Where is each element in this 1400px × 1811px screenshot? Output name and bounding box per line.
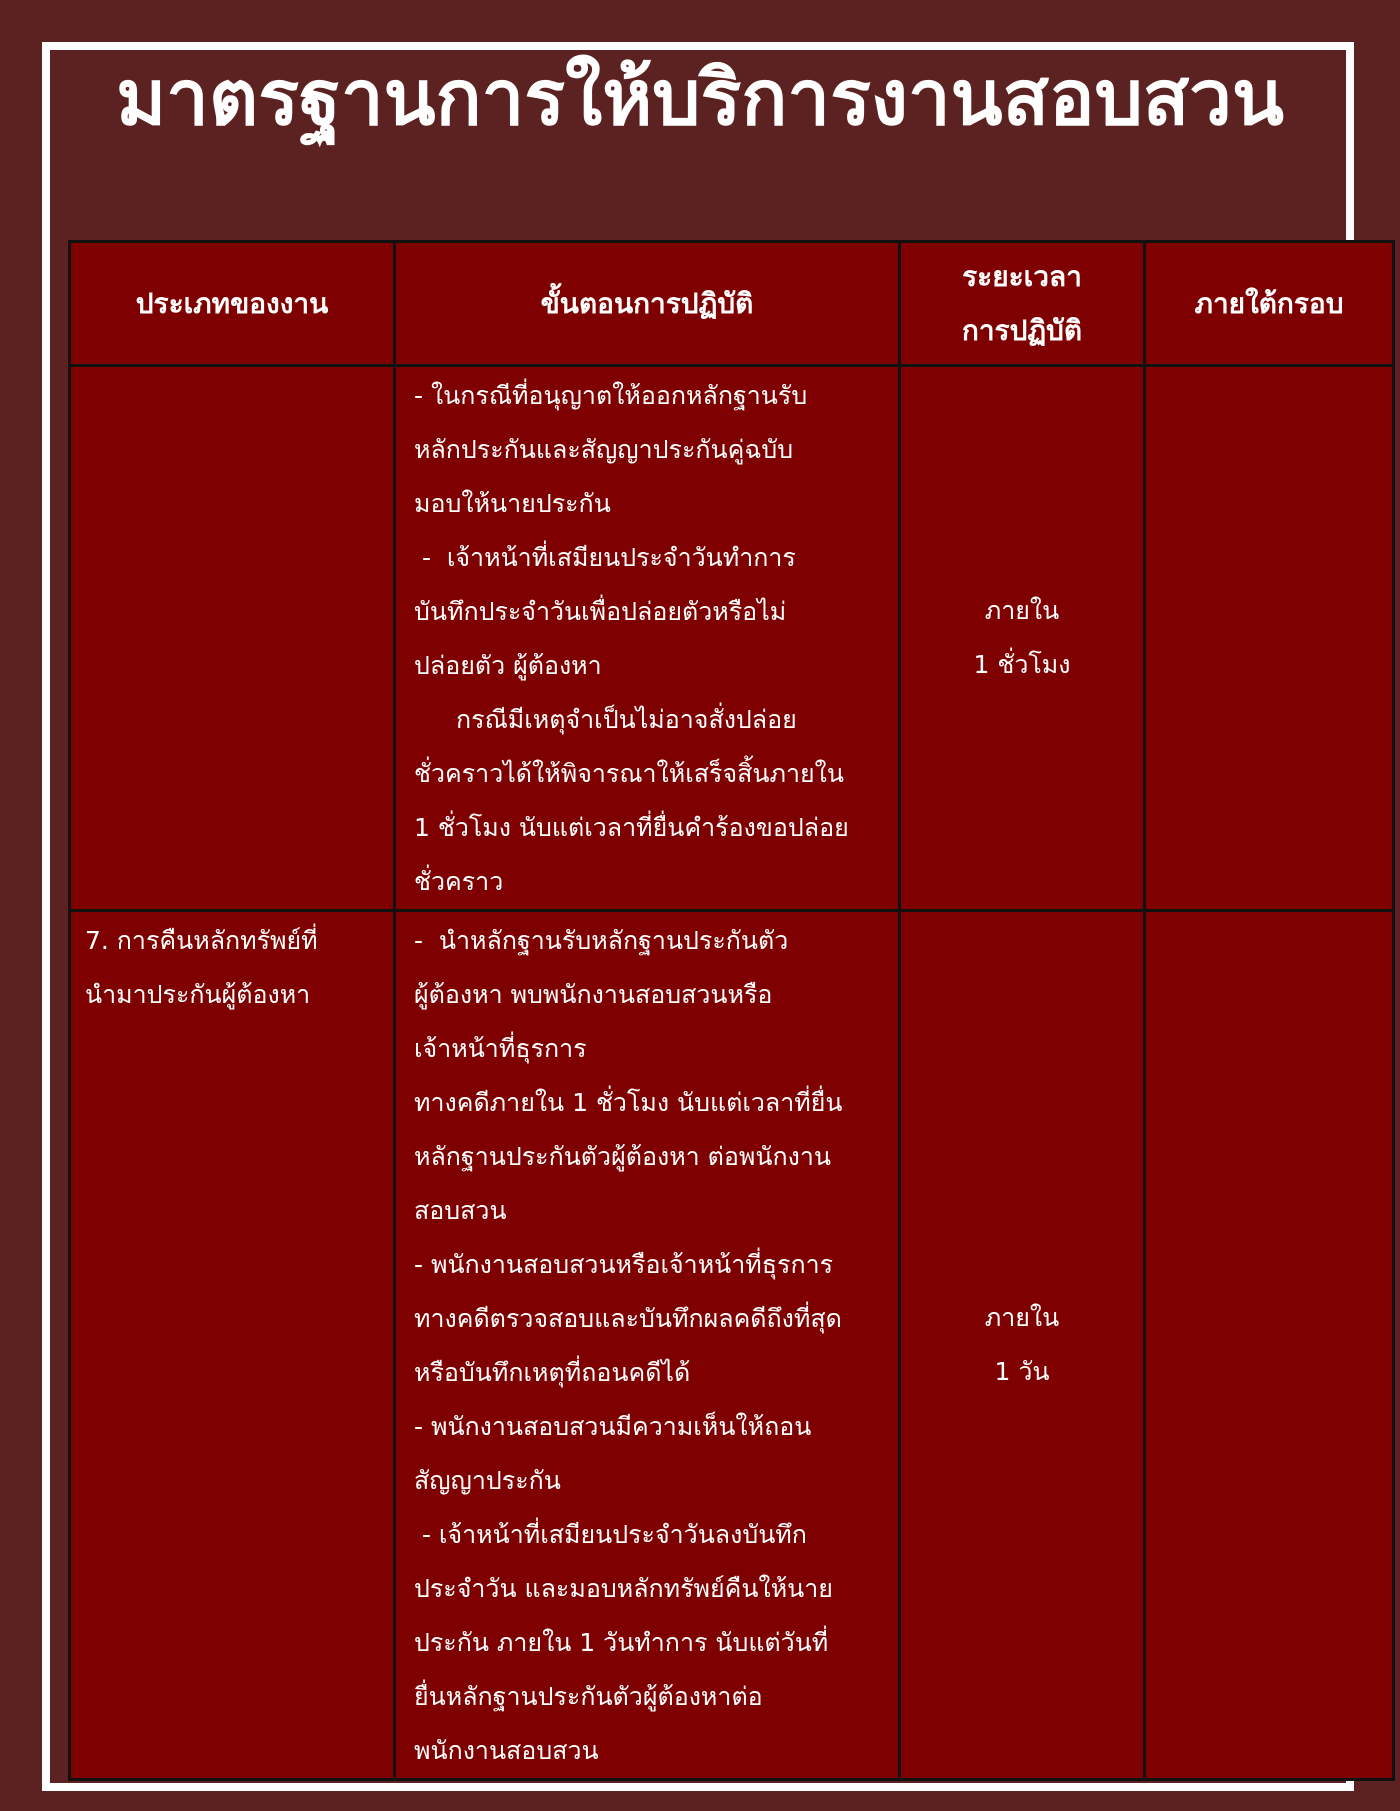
- procedure-line: ทางคดีภายใน 1 ชั่วโมง นับแต่เวลาที่ยื่น: [414, 1088, 843, 1117]
- procedure-cell: [395, 911, 900, 1780]
- table-header-row: [70, 242, 1394, 366]
- job-type-line1: 7. การคืนหลักทรัพย์ที่: [85, 926, 318, 955]
- procedure-line: พนักงานสอบสวน: [414, 1736, 599, 1765]
- header-duration: [900, 242, 1145, 366]
- procedure-line: มอบให้นายประกัน: [414, 489, 611, 518]
- framework-cell: [1145, 366, 1394, 911]
- header-duration-line2: การปฏิบัติ: [961, 313, 1083, 347]
- header-job-type: ประเภทของงาน: [70, 242, 395, 366]
- procedure-line: ทางคดีตรวจสอบและบันทึกผลคดีถึงที่สุด: [414, 1304, 842, 1333]
- procedure-line: ประกัน ภายใน 1 วันทำการ นับแต่วันที่: [414, 1628, 829, 1657]
- procedure-line: - นำหลักฐานรับหลักฐานประกันตัว: [414, 926, 789, 955]
- header-procedure: ขั้นตอนการปฏิบัติ: [395, 242, 900, 366]
- job-type-line2: นำมาประกันผู้ต้องหา: [85, 980, 311, 1009]
- duration-cell: [900, 911, 1145, 1780]
- procedure-line: สัญญาประกัน: [414, 1466, 561, 1495]
- procedure-cell: [395, 366, 900, 911]
- procedure-line: ชั่วคราวได้ให้พิจารณาให้เสร็จสิ้นภายใน: [414, 759, 844, 788]
- procedure-line: เจ้าหน้าที่ธุรการ: [414, 1034, 587, 1063]
- procedure-line: - พนักงานสอบสวนหรือเจ้าหน้าที่ธุรการ: [414, 1250, 834, 1279]
- procedure-line: - เจ้าหน้าที่เสมียนประจำวันทำการ: [414, 543, 796, 572]
- duration-cell: [900, 366, 1145, 911]
- duration-line2: 1 วัน: [994, 1357, 1050, 1386]
- procedure-line: บันทึกประจำวันเพื่อปล่อยตัวหรือไม่: [414, 597, 787, 626]
- duration-line2: 1 ชั่วโมง: [973, 650, 1071, 679]
- service-standard-table: [68, 240, 1395, 1781]
- procedure-line: หรือบันทึกเหตุที่ถอนคดีได้: [414, 1358, 691, 1387]
- procedure-line: - เจ้าหน้าที่เสมียนประจำวันลงบันทึก: [414, 1520, 807, 1549]
- procedure-line: ประจำวัน และมอบหลักทรัพย์คืนให้นาย: [414, 1574, 833, 1603]
- procedure-line: สอบสวน: [414, 1196, 507, 1225]
- procedure-line: ผู้ต้องหา พบพนักงานสอบสวนหรือ: [414, 980, 773, 1009]
- framework-cell: [1145, 911, 1394, 1780]
- procedure-line: - พนักงานสอบสวนมีความเห็นให้ถอน: [414, 1412, 812, 1441]
- procedure-line: ยื่นหลักฐานประกันตัวผู้ต้องหาต่อ: [414, 1682, 763, 1711]
- table-row: [70, 911, 1394, 1780]
- procedure-line: กรณีมีเหตุจำเป็นไม่อาจสั่งปล่อย: [456, 705, 797, 734]
- duration-line1: ภายใน: [984, 1303, 1060, 1332]
- procedure-line: ชั่วคราว: [414, 867, 504, 896]
- procedure-line: หลักฐานประกันตัวผู้ต้องหา ต่อพนักงาน: [414, 1142, 831, 1171]
- procedure-line: ปล่อยตัว ผู้ต้องหา: [414, 651, 602, 680]
- header-duration-line1: ระยะเวลา: [962, 259, 1082, 293]
- page-title: มาตรฐานการให้บริการงานสอบสวน: [116, 53, 1284, 142]
- duration-line1: ภายใน: [984, 596, 1060, 625]
- procedure-line: 1 ชั่วโมง นับแต่เวลาที่ยื่นคำร้องขอปล่อย: [414, 813, 849, 842]
- procedure-line: หลักประกันและสัญญาประกันคู่ฉบับ: [414, 435, 794, 464]
- job-type-cell: [70, 366, 395, 911]
- job-type-cell: [70, 911, 395, 1780]
- header-framework: ภายใต้กรอบ: [1145, 242, 1394, 366]
- procedure-line: - ในกรณีที่อนุญาตให้ออกหลักฐานรับ: [414, 381, 808, 410]
- table-row: [70, 366, 1394, 911]
